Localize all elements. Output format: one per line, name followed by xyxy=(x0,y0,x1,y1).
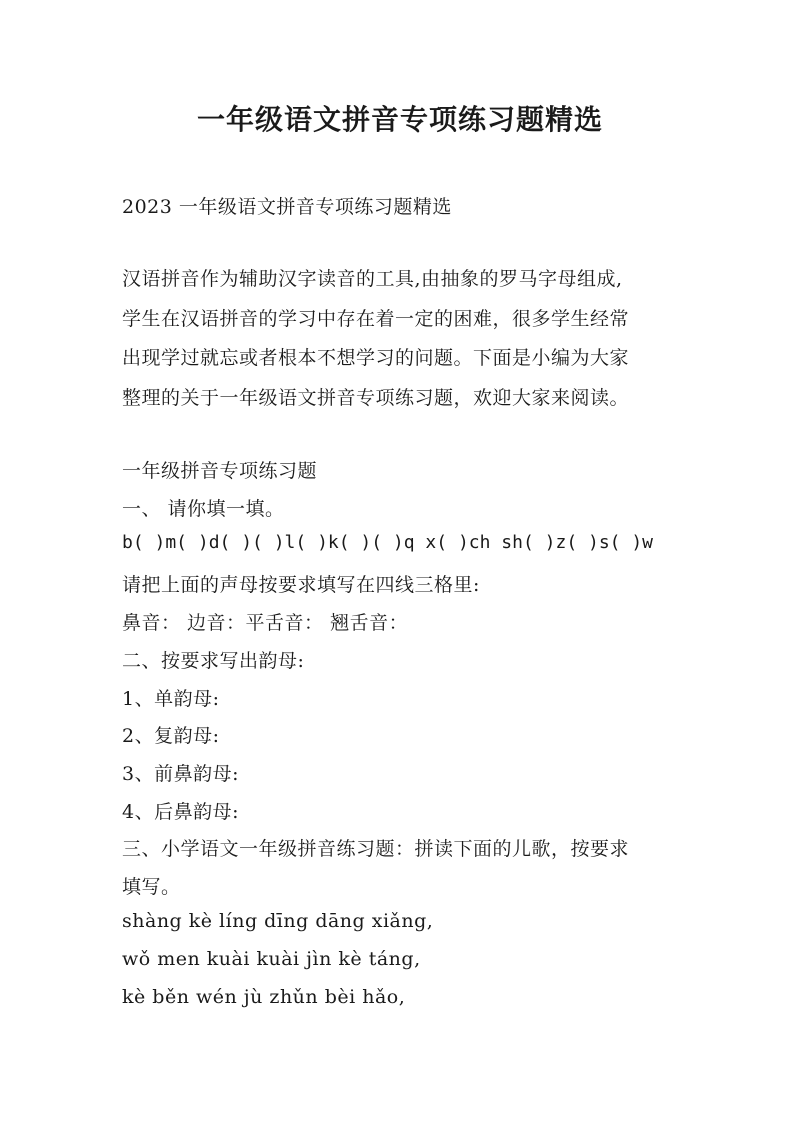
q2-item: 1、单韵母: xyxy=(122,688,220,710)
intro-line: 学生在汉语拼音的学习中存在着一定的困难，很多学生经常 xyxy=(122,308,630,330)
q2-item: 4、后鼻韵母: xyxy=(122,801,239,823)
intro-line: 出现学过就忘或者根本不想学习的问题。下面是小编为大家 xyxy=(122,347,630,369)
q3-heading-continued: 填写。 xyxy=(122,876,181,898)
section-heading: 一年级拼音专项练习题 xyxy=(122,460,318,482)
document-subtitle: 2023 一年级语文拼音专项练习题精选 xyxy=(122,196,452,218)
document-title: 一年级语文拼音专项练习题精选 xyxy=(196,103,603,136)
q2-item: 2、复韵母: xyxy=(122,725,220,747)
q1-blanks: b( )m( )d( )( )l( )k( )( )q x( )ch sh( )z( )s( )w xyxy=(122,532,654,553)
q2-heading: 二、按要求写出韵母: xyxy=(122,650,305,672)
pinyin-line: shàng kè líng dīng dāng xiǎng, xyxy=(122,910,434,932)
pinyin-line: kè běn wén jù zhǔn bèi hǎo, xyxy=(122,986,406,1008)
intro-line: 汉语拼音作为辅助汉字读音的工具,由抽象的罗马字母组成, xyxy=(122,268,623,290)
q1-instruction: 请把上面的声母按要求填写在四线三格里: xyxy=(122,574,480,596)
q1-heading: 一、 请你填一填。 xyxy=(122,498,285,520)
pinyin-line: wǒ men kuài kuài jìn kè táng, xyxy=(122,948,421,970)
q1-categories: 鼻音： 边音：平舌音： 翘舌音： xyxy=(122,612,409,634)
intro-line: 整理的关于一年级语文拼音专项练习题，欢迎大家来阅读。 xyxy=(122,387,630,409)
q2-item: 3、前鼻韵母: xyxy=(122,763,239,785)
q3-heading: 三、小学语文一年级拼音练习题：拼读下面的儿歌，按要求 xyxy=(122,838,630,860)
